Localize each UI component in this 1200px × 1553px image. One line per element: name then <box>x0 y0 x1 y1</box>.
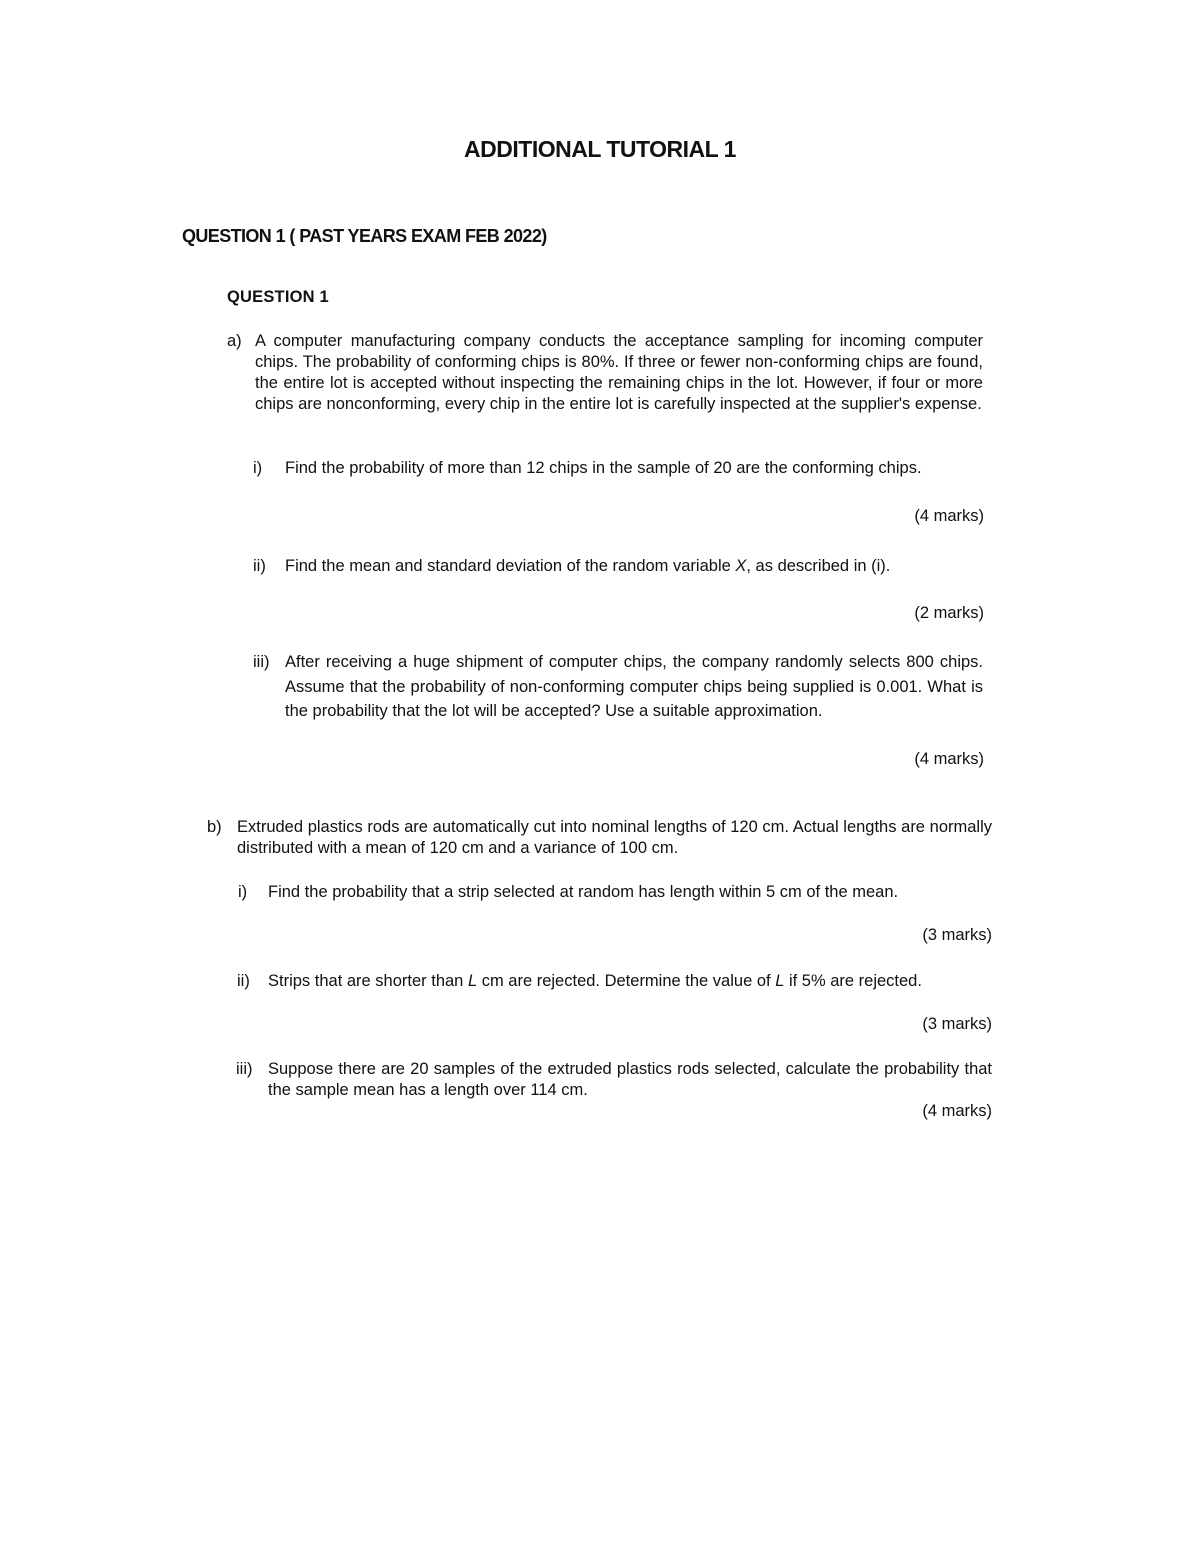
part-a-i-text: Find the probability of more than 12 chips in the sample of 20 are the conforming chips. <box>285 459 922 477</box>
part-b-ii-text: Strips that are shorter than L cm are rejected. Determine the value of L if 5% are rejected. <box>268 972 922 990</box>
variable-l: L <box>775 972 785 990</box>
part-a-ii-label: ii) <box>253 557 266 575</box>
part-b-i-text: Find the probability that a strip selected at random has length within 5 cm of the mean. <box>268 883 899 901</box>
part-a-iii-marks: (4 marks) <box>914 750 984 768</box>
part-b-iii-marks: (4 marks) <box>922 1102 992 1120</box>
part-b-iii-label: iii) <box>236 1060 253 1078</box>
part-a-iii-label: iii) <box>253 653 270 671</box>
part-b-text: Extruded plastics rods are automatically cut into nominal lengths of 120 cm. Actual lengths are normally distributed with a mean of 120 cm and a variance of 100 cm. <box>237 818 992 857</box>
part-a-text: A computer manufacturing company conducts the acceptance sampling for incoming computer chips. The probability of conforming chips is 80%. If three or fewer non-conforming chips are found, the entire lot is accepted without inspecting the remaining chips in the lot. However, if four or more chips are nonconforming, every chip in the entire lot is carefully inspected at the supplier's expense. <box>255 332 983 413</box>
part-a-ii-marks: (2 marks) <box>914 604 984 622</box>
part-a-i-marks: (4 marks) <box>914 507 984 525</box>
part-b-i-label: i) <box>238 883 248 901</box>
part-a-iii-text: After receiving a huge shipment of computer chips, the company randomly selects 800 chips. Assume that the probability of non-conforming computer chips being supplied is 0.001. What is the probability that the lot will be accepted? Use a suitable approximation. <box>285 653 983 720</box>
part-a-ii-text: Find the mean and standard deviation of the random variable X, as described in (i). <box>285 557 891 575</box>
part-b-iii-text: Suppose there are 20 samples of the extruded plastics rods selected, calculate the probability that the sample mean has a length over 114 cm. <box>268 1060 992 1099</box>
question-label: QUESTION 1 <box>227 288 329 306</box>
part-b-ii-marks: (3 marks) <box>922 1015 992 1033</box>
part-a-i-label: i) <box>253 459 263 477</box>
part-b-label: b) <box>207 818 222 836</box>
section-heading: QUESTION 1 ( PAST YEARS EXAM FEB 2022) <box>182 226 547 246</box>
part-b-i-marks: (3 marks) <box>922 926 992 944</box>
part-b-ii-label: ii) <box>237 972 250 990</box>
part-a-label: a) <box>227 332 242 350</box>
variable-l: L <box>467 972 478 990</box>
variable-x: X <box>735 557 747 575</box>
page-title: ADDITIONAL TUTORIAL 1 <box>464 136 736 162</box>
